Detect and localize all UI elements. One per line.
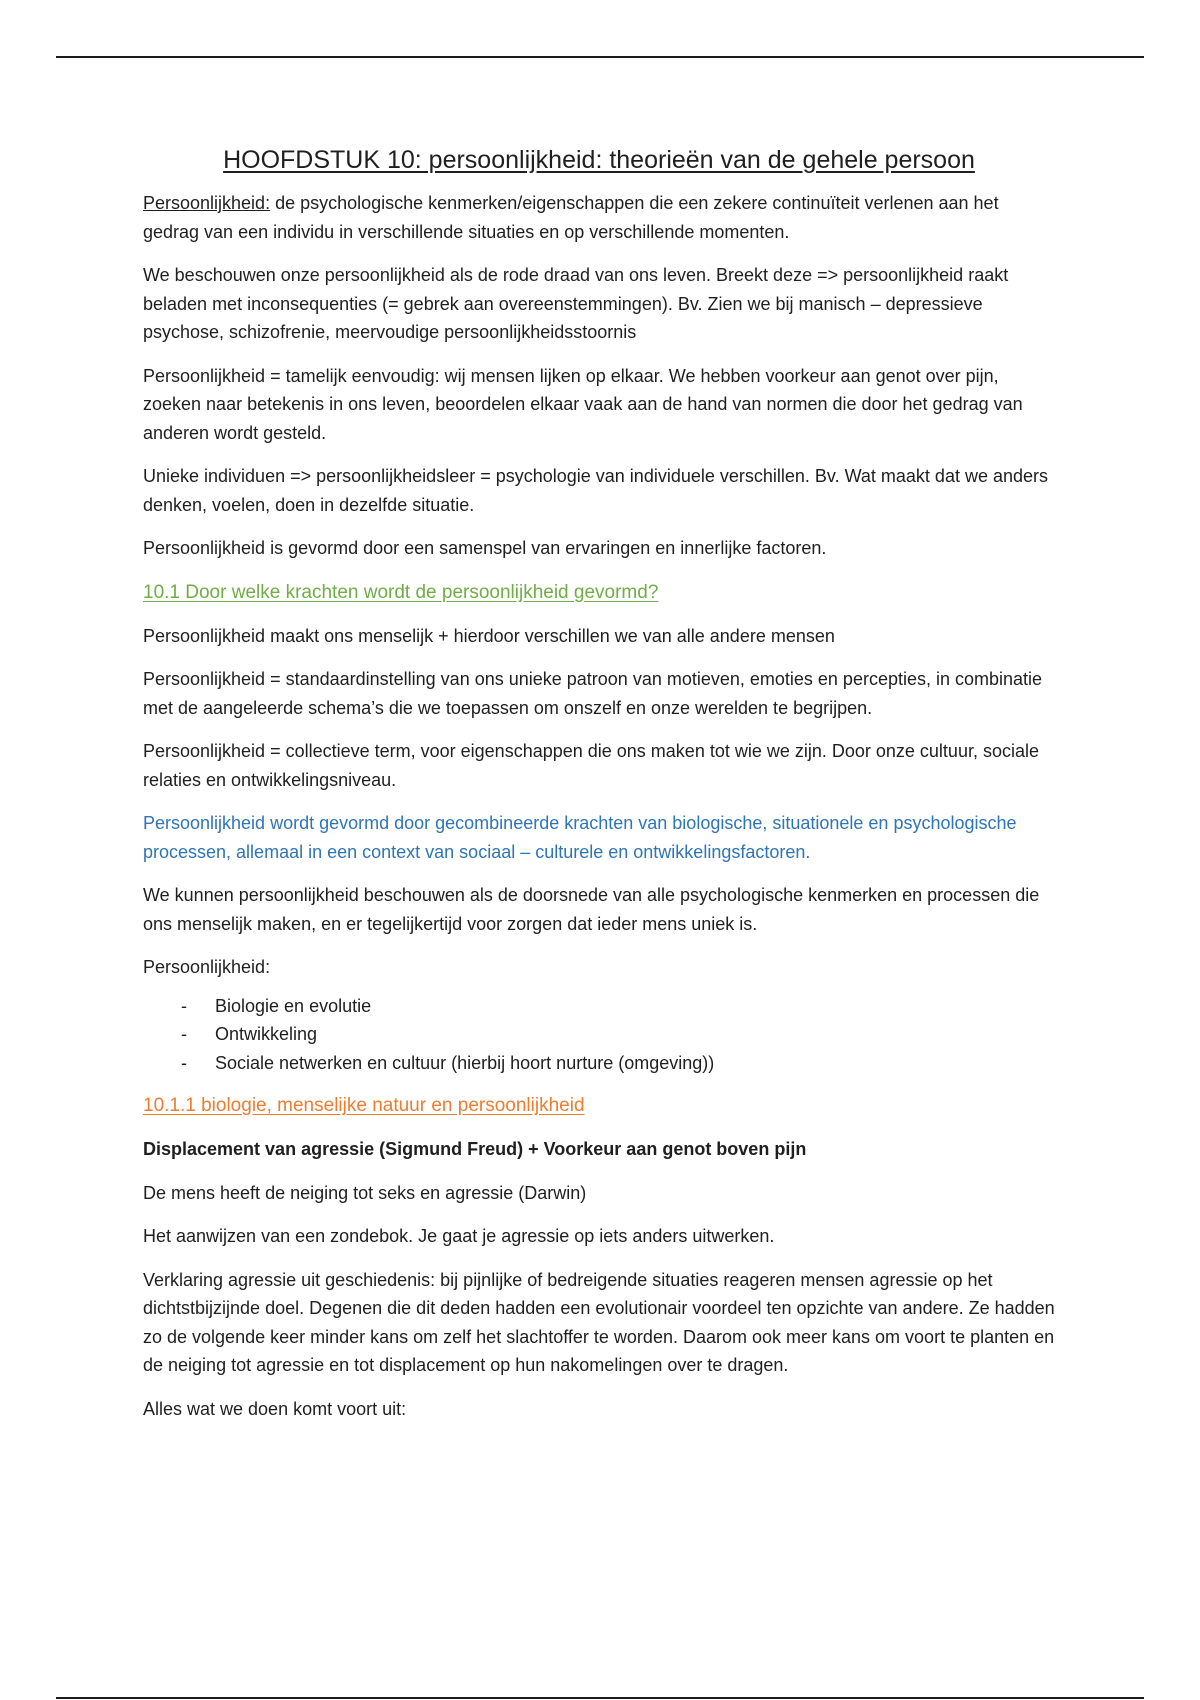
section-10-1-1-paragraph-4: Alles wat we doen komt voort uit: xyxy=(143,1398,407,1419)
section-10-1-paragraph-3: Persoonlijkheid = collectieve term, voor eigenschappen die ons maken tot wie we zijn. Door onze cultuur, sociale relaties en ontwikkelingsniveau. xyxy=(143,741,1039,790)
bullet-dash: - xyxy=(181,995,187,1016)
list-label: Persoonlijkheid: xyxy=(143,957,271,977)
section-heading-10-1-1: 10.1.1 biologie, menselijke natuur en persoonlijkheid xyxy=(143,1095,585,1116)
list-item: - Biologie en evolutie xyxy=(181,992,1055,1021)
section-10-1-paragraph-2: Persoonlijkheid = standaardinstelling van ons unieke patroon van motieven, emoties en percepties, in combinatie met de aangeleerde schema’s die we toepassen om onszelf en onze werelden te begrijpen. xyxy=(143,669,1043,718)
bullet-dash: - xyxy=(181,1052,187,1073)
section-10-1-paragraph-1: Persoonlijkheid maakt ons menselijk + hierdoor verschillen we van alle andere mensen xyxy=(143,625,835,646)
intro-paragraph-1: We beschouwen onze persoonlijkheid als de rode draad van ons leven. Breekt deze => persoonlijkheid raakt beladen met inconsequenties (= gebrek aan overeenstemmingen). Bv. Zien we bij manisch – depressieve psychose, schizofrenie, meervoudige persoonlijkheidsstoornis xyxy=(143,265,1009,342)
factor-list xyxy=(143,992,1055,1078)
definition-term: Persoonlijkheid: xyxy=(143,193,271,213)
highlighted-statement: Persoonlijkheid wordt gevormd door gecombineerde krachten van biologische, situationele en psychologische processen, allemaal in een context van sociaal – culturele en ontwikkelingsfactoren. xyxy=(143,813,1017,862)
list-item: - Ontwikkeling xyxy=(181,1020,1055,1049)
intro-paragraph-2: Persoonlijkheid = tamelijk eenvoudig: wij mensen lijken op elkaar. We hebben voorkeur aan genot over pijn, zoeken naar betekenis in ons leven, beoordelen elkaar vaak aan de hand van normen die door het gedrag van anderen wordt gesteld. xyxy=(143,365,1023,443)
definition-paragraph xyxy=(143,189,1055,246)
definition-text: de psychologische kenmerken/eigenschappen die een zekere continuïteit verlenen aan het gedrag van een individu in verschillende situaties en op verschillende momenten. xyxy=(143,193,999,242)
section-10-1-1-paragraph-3: Verklaring agressie uit geschiedenis: bij pijnlijke of bedreigende situaties reageren mensen agressie op het dichtstbijzijnde doel. Degenen die dit deden hadden een evolutionair voordeel ten opzichte van andere. Ze hadden zo de volgende keer minder kans om zelf het slachtoffer te worden. Daarom ook meer kans om voort te planten en de neiging tot agressie en tot displacement op hun nakomelingen over te dragen. xyxy=(143,1269,1055,1375)
document-body xyxy=(143,143,1055,1438)
section-10-1-1-paragraph-1: De mens heeft de neiging tot seks en agressie (Darwin) xyxy=(143,1182,587,1203)
bold-subheading: Displacement van agressie (Sigmund Freud) + Voorkeur aan genot boven pijn xyxy=(143,1139,807,1159)
bullet-dash: - xyxy=(181,1024,187,1044)
chapter-title: HOOFDSTUK 10: persoonlijkheid: theorieën van de gehele persoon xyxy=(223,146,975,174)
section-10-1-paragraph-4: We kunnen persoonlijkheid beschouwen als de doorsnede van alle psychologische kenmerken en processen die ons menselijk maken, en er tegelijkertijd voor zorgen dat ieder mens uniek is. xyxy=(143,885,1040,934)
header-rule xyxy=(56,56,1144,58)
list-item: - Sociale netwerken en cultuur (hierbij hoort nurture (omgeving)) xyxy=(181,1049,1055,1078)
section-10-1-1-paragraph-2: Het aanwijzen van een zondebok. Je gaat je agressie op iets anders uitwerken. xyxy=(143,1226,775,1246)
intro-paragraph-3: Unieke individuen => persoonlijkheidsleer = psychologie van individuele verschillen. Bv. Wat maakt dat we anders denken, voelen, doen in dezelfde situatie. xyxy=(143,466,1049,515)
section-heading-10-1: 10.1 Door welke krachten wordt de persoonlijkheid gevormd? xyxy=(143,581,659,603)
footer-rule xyxy=(56,1697,1144,1699)
intro-paragraph-4: Persoonlijkheid is gevormd door een samenspel van ervaringen en innerlijke factoren. xyxy=(143,538,827,558)
